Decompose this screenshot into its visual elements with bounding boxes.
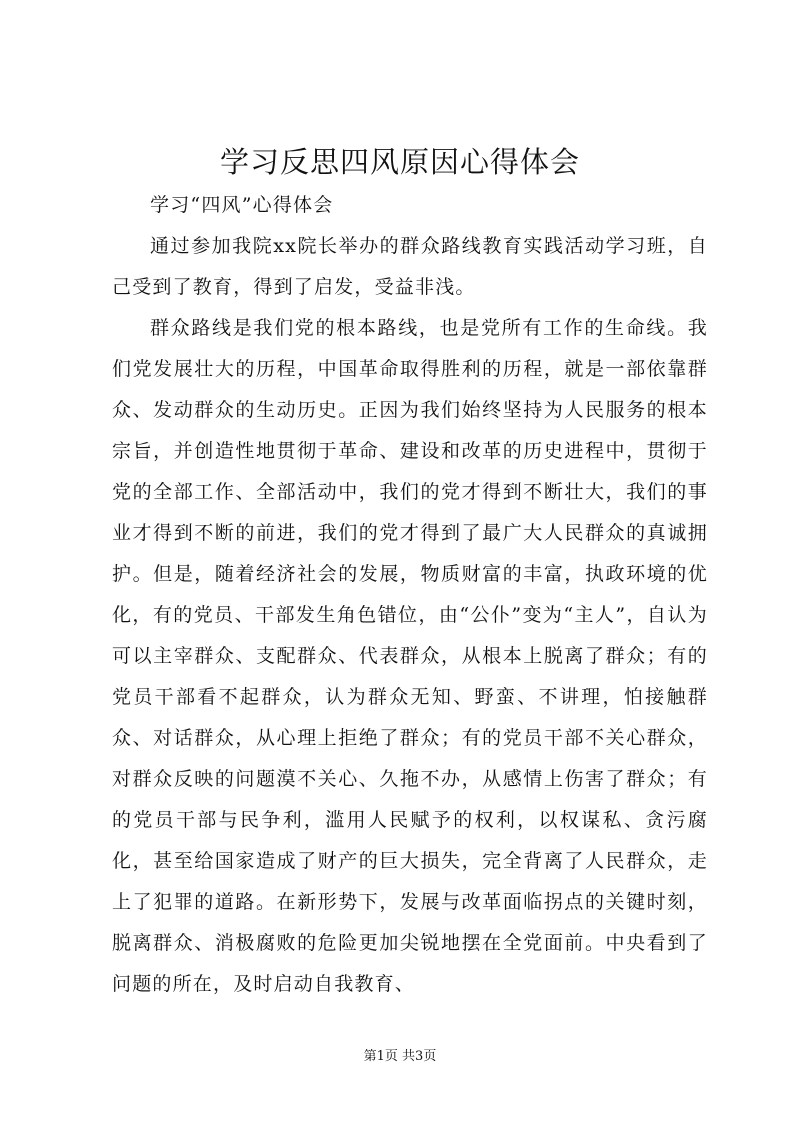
subtitle-paragraph: 学习“四风”心得体会	[150, 194, 334, 216]
body-paragraph-1: 通过参加我院xx院长举办的群众路线教育实践活动学习班，自己受到了教育，得到了启发，受益非浅。	[112, 235, 708, 298]
document-title: 学习反思四风原因心得体会	[219, 145, 580, 179]
body-paragraph-2: 群众路线是我们党的根本路线，也是党所有工作的生命线。我们党发展壮大的历程，中国革命取得胜利的历程，就是一部依靠群众、发动群众的生动历史。正因为我们始终坚持为人民服务的根本宗旨，并创造性地贯彻于革命、建设和改革的历史进程中，贯彻于党的全部工作、全部活动中，我们的党才得到不断壮大，我们的事业才得到不断的前进，我们的党才得到了最广大人民群众的真诚拥护。但是，随着经济社会的发展，物质财富的丰富，执政环境的优化，有的党员、干部发生角色错位，由“公仆”变为“主人”，自认为可以主宰群众、支配群众、代表群众，从根本上脱离了群众；有的党员干部看不起群众，认为群众无知、野蛮、不讲理，怕接触群众、对话群众，从心理上拒绝了群众；有的党员干部不关心群众，对群众反映的问题漠不关心、久拖不办，从感情上伤害了群众；有的党员干部与民争利，滥用人民赋予的权利，以权谋私、贪污腐化，甚至给国家造成了财产的巨大损失，完全背离了人民群众，走上了犯罪的道路。在新形势下，发展与改革面临拐点的关键时刻，脱离群众、消极腐败的危险更加尖锐地摆在全党面前。中央看到了问题的所在，及时启动自我教育、	[112, 317, 708, 995]
document-body	[112, 185, 708, 1005]
page-footer: 第1页 共3页	[363, 1049, 437, 1064]
